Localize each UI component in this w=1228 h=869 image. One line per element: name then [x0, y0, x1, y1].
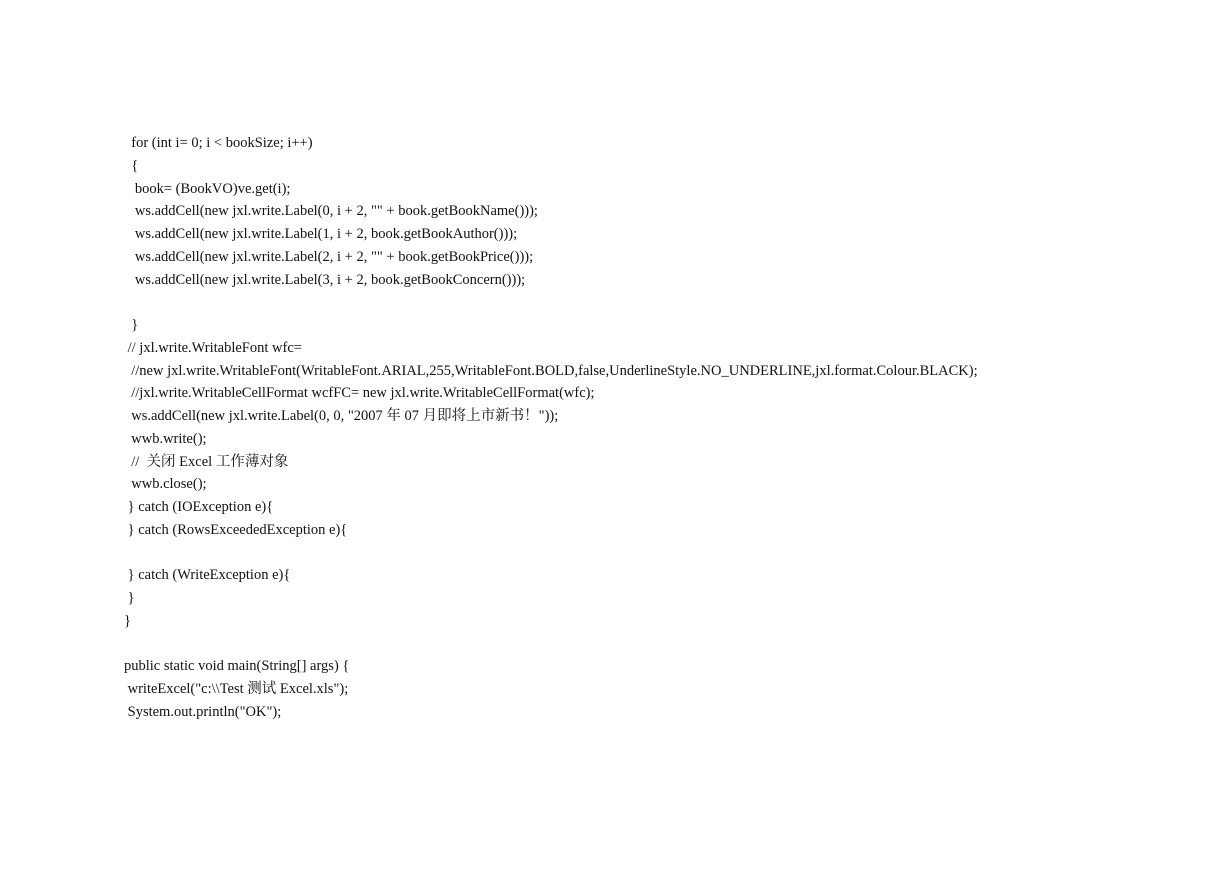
code-line: ws.addCell(new jxl.write.Label(3, i + 2, book.getBookConcern())); — [124, 271, 526, 288]
code-line: } catch (IOException e){ — [124, 499, 274, 515]
code-line: // jxl.write.WritableFont wfc= — [124, 339, 302, 356]
code-line: public static void main(String[] args) { — [124, 658, 350, 675]
code-listing — [124, 132, 1204, 724]
code-line: //jxl.write.WritableCellFormat wcfFC= new jxl.write.WritableCellFormat(wfc); — [124, 385, 595, 402]
code-line: } catch (RowsExceededException e){ — [124, 521, 348, 538]
code-line: wwb.close(); — [124, 476, 207, 493]
code-line: ws.addCell(new jxl.write.Label(1, i + 2, book.getBookAuthor())); — [124, 226, 518, 242]
code-line — [124, 291, 1204, 314]
code-line: // 关闭 Excel 工作薄对象 — [124, 453, 289, 470]
code-line: } catch (WriteException e){ — [124, 567, 291, 584]
code-line: } — [124, 590, 135, 606]
code-line: book= (BookVO)ve.get(i); — [124, 180, 291, 197]
code-line: { — [124, 157, 139, 174]
code-line: //new jxl.write.WritableFont(WritableFont.ARIAL,255,WritableFont.BOLD,false,UnderlineStyle.NO_UNDERLINE,jxl.format.Colour.BLACK); — [124, 362, 978, 379]
code-line: ws.addCell(new jxl.write.Label(0, 0, "2007 年 07 月即将上市新书！")); — [124, 408, 559, 424]
code-line: writeExcel("c:\\Test 测试 Excel.xls"); — [124, 681, 349, 697]
code-line: System.out.println("OK"); — [124, 703, 282, 720]
code-line: for (int i= 0; i < bookSize; i++) — [124, 135, 313, 151]
code-line: ws.addCell(new jxl.write.Label(0, i + 2, "" + book.getBookName())); — [124, 203, 538, 220]
code-line — [124, 542, 1204, 565]
code-line — [124, 633, 1204, 656]
code-line: wwb.write(); — [124, 430, 207, 447]
code-line: } — [124, 317, 139, 333]
code-line: ws.addCell(new jxl.write.Label(2, i + 2, "" + book.getBookPrice())); — [124, 248, 534, 265]
code-line: } — [124, 612, 131, 629]
